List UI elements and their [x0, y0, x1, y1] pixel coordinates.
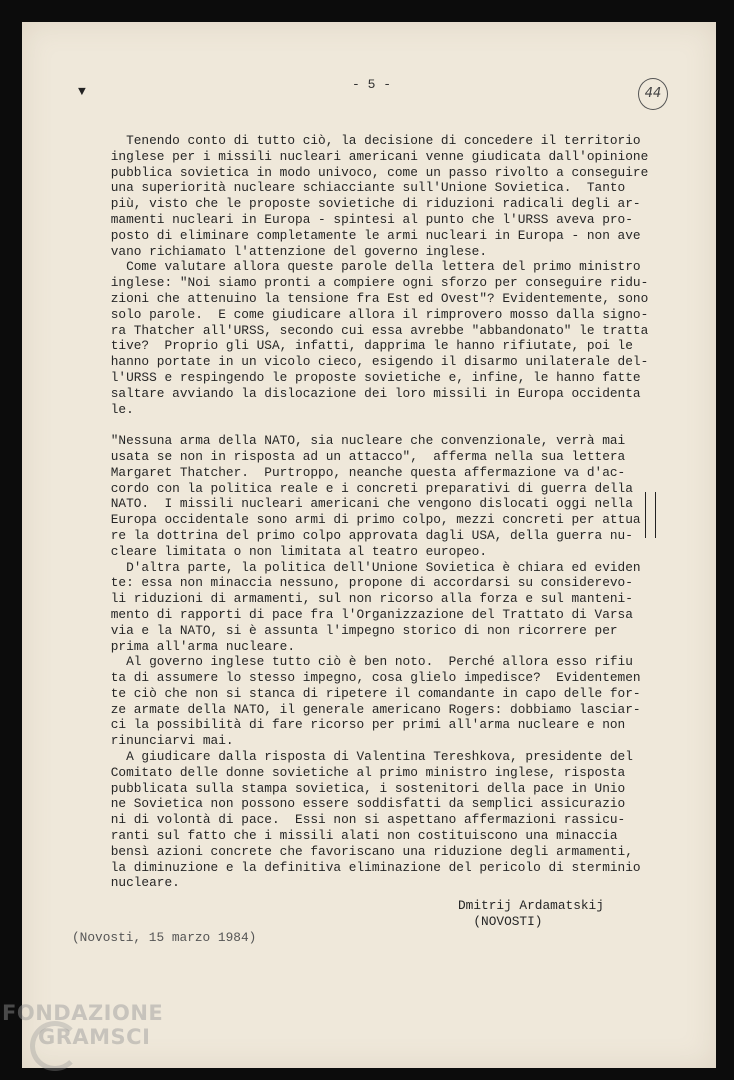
- text-line: Europa occidentale sono armi di primo colpo, mezzi concreti per attua: [80, 512, 641, 528]
- text-line: rinunciarvi mai.: [80, 733, 234, 749]
- handwritten-page-number: 44: [638, 78, 668, 110]
- text-line: zioni che attenuino la tensione fra Est ed Ovest"? Evidentemente, sono: [80, 290, 649, 306]
- text-line: cleare limitata o non limitata al teatro europeo.: [80, 543, 488, 559]
- text-line: usata se non in risposta ad un attacco", afferma nella sua lettera: [80, 448, 626, 464]
- text-line: le.: [80, 401, 134, 417]
- text-line: Al governo inglese tutto ciò è ben noto. Perché allora esso rifiu: [80, 654, 633, 670]
- text-line: una superiorità nucleare schiacciante sull'Unione Sovietica. Tanto: [80, 180, 626, 196]
- text-line: solo parole. E come giudicare allora il rimprovero mosso dalla signo-: [80, 306, 649, 322]
- text-line: te ciò che non si stanca di ripetere il comandante in capo delle for-: [80, 685, 641, 701]
- text-line: la diminuzione e la definitiva eliminazione del pericolo di sterminio: [80, 859, 641, 875]
- text-line: bensì azioni concrete che favoriscano una riduzione degli armamenti,: [80, 843, 633, 859]
- text-line: nucleare.: [80, 875, 180, 891]
- text-line: saltare avviando la dislocazione dei loro missili in Europa occidenta: [80, 385, 641, 401]
- page-number: - 5 -: [352, 77, 392, 92]
- text-line: NATO. I missili nucleari americani che vengono dislocati oggi nella: [80, 496, 633, 512]
- text-line: ra Thatcher all'URSS, secondo cui essa avrebbe "abbandonato" le tratta: [80, 322, 649, 338]
- text-line: ze armate della NATO, il generale americano Rogers: dobbiamo lasciar-: [80, 701, 641, 717]
- watermark-logo-ring: [30, 1021, 80, 1071]
- text-line: ranti sul fatto che i missili alati non costituiscono una minaccia: [80, 828, 618, 844]
- text-line: Margaret Thatcher. Purtroppo, neanche questa affermazione va d'ac-: [80, 464, 626, 480]
- text-line: più, visto che le proposte sovietiche di riduzioni radicali degli ar-: [80, 196, 641, 212]
- watermark-line-1: FONDAZIONE: [2, 1001, 164, 1025]
- agency-name: (NOVOSTI): [458, 914, 543, 929]
- text-line: Tenendo conto di tutto ciò, la decisione di concedere il territorio: [80, 133, 641, 148]
- text-line: pubblicata sulla stampa sovietica, i sostenitori della pace in Unio: [80, 780, 626, 796]
- text-line: mamenti nucleari in Europa - spintesi al punto che l'URSS aveva pro-: [80, 211, 633, 227]
- text-line: cordo con la politica reale e i concreti preparativi di guerra della: [80, 480, 633, 496]
- margin-double-bar-mark: [645, 492, 656, 538]
- text-line: te: essa non minaccia nessuno, propone di accordarsi su considerevo-: [80, 575, 633, 591]
- text-line: Come valutare allora queste parole della lettera del primo ministro: [80, 259, 641, 275]
- text-line: hanno portate in un vicolo cieco, esigendo il disarmo unilaterale del-: [80, 354, 649, 370]
- text-line: tive? Proprio gli USA, infatti, dapprima le hanno rifiutate, poi le: [80, 338, 633, 354]
- text-line: vano richiamato l'attenzione del governo inglese.: [80, 243, 488, 259]
- text-line: Comitato delle donne sovietiche al primo ministro inglese, risposta: [80, 764, 626, 780]
- text-line: ta di assumere lo stesso impegno, cosa glielo impedisce? Evidentemen: [80, 670, 641, 686]
- archive-watermark: [2, 1001, 163, 1049]
- text-line: li riduzioni di armamenti, sul non ricorso alla forza e sul manteni-: [80, 591, 633, 607]
- text-line: inglese per i missili nucleari americani venne giudicata dall'opinione: [80, 148, 649, 164]
- text-line: re la dottrina del primo colpo approvata dagli USA, della guerra nu-: [80, 527, 633, 543]
- text-line: ci la possibilità di fare ricorso per primi all'arma nucleare e non: [80, 717, 626, 733]
- text-line: ne Sovietica non possono essere soddisfatti da semplici assicurazio: [80, 796, 626, 812]
- source-note: (Novosti, 15 marzo 1984): [72, 930, 257, 945]
- corner-triangle-mark: ▼: [78, 84, 86, 99]
- text-line: ni di volontà di pace. Essi non si aspettano affermazioni rassicu-: [80, 812, 626, 828]
- text-line: mento di rapporti di pace fra l'Organizzazione del Trattato di Varsa: [80, 606, 633, 622]
- signature-block: [458, 898, 604, 930]
- text-line: D'altra parte, la politica dell'Unione Sovietica è chiara ed eviden: [80, 559, 641, 575]
- body-text: [80, 133, 680, 891]
- text-line: "Nessuna arma della NATO, sia nucleare che convenzionale, verrà mai: [80, 433, 626, 449]
- text-line: via e la NATO, si è assunta l'impegno storico di non ricorrere per: [80, 622, 618, 638]
- watermark-line-2: GRAMSCI: [38, 1025, 151, 1049]
- text-line: inglese: "Noi siamo pronti a compiere ogni sforzo per conseguire ridu-: [80, 275, 649, 291]
- text-line: [80, 417, 680, 433]
- text-line: posto di eliminare completamente le armi nucleari in Europa - non ave: [80, 227, 641, 243]
- author-name: Dmitrij Ardamatskij: [458, 898, 604, 913]
- text-line: pubblica sovietica in modo univoco, come un passo rivolto a conseguire: [80, 164, 649, 180]
- text-line: l'URSS e respingendo le proposte sovietiche e, infine, le hanno fatte: [80, 369, 641, 385]
- text-line: A giudicare dalla risposta di Valentina Tereshkova, presidente del: [80, 749, 633, 765]
- text-line: prima all'arma nucleare.: [80, 638, 296, 654]
